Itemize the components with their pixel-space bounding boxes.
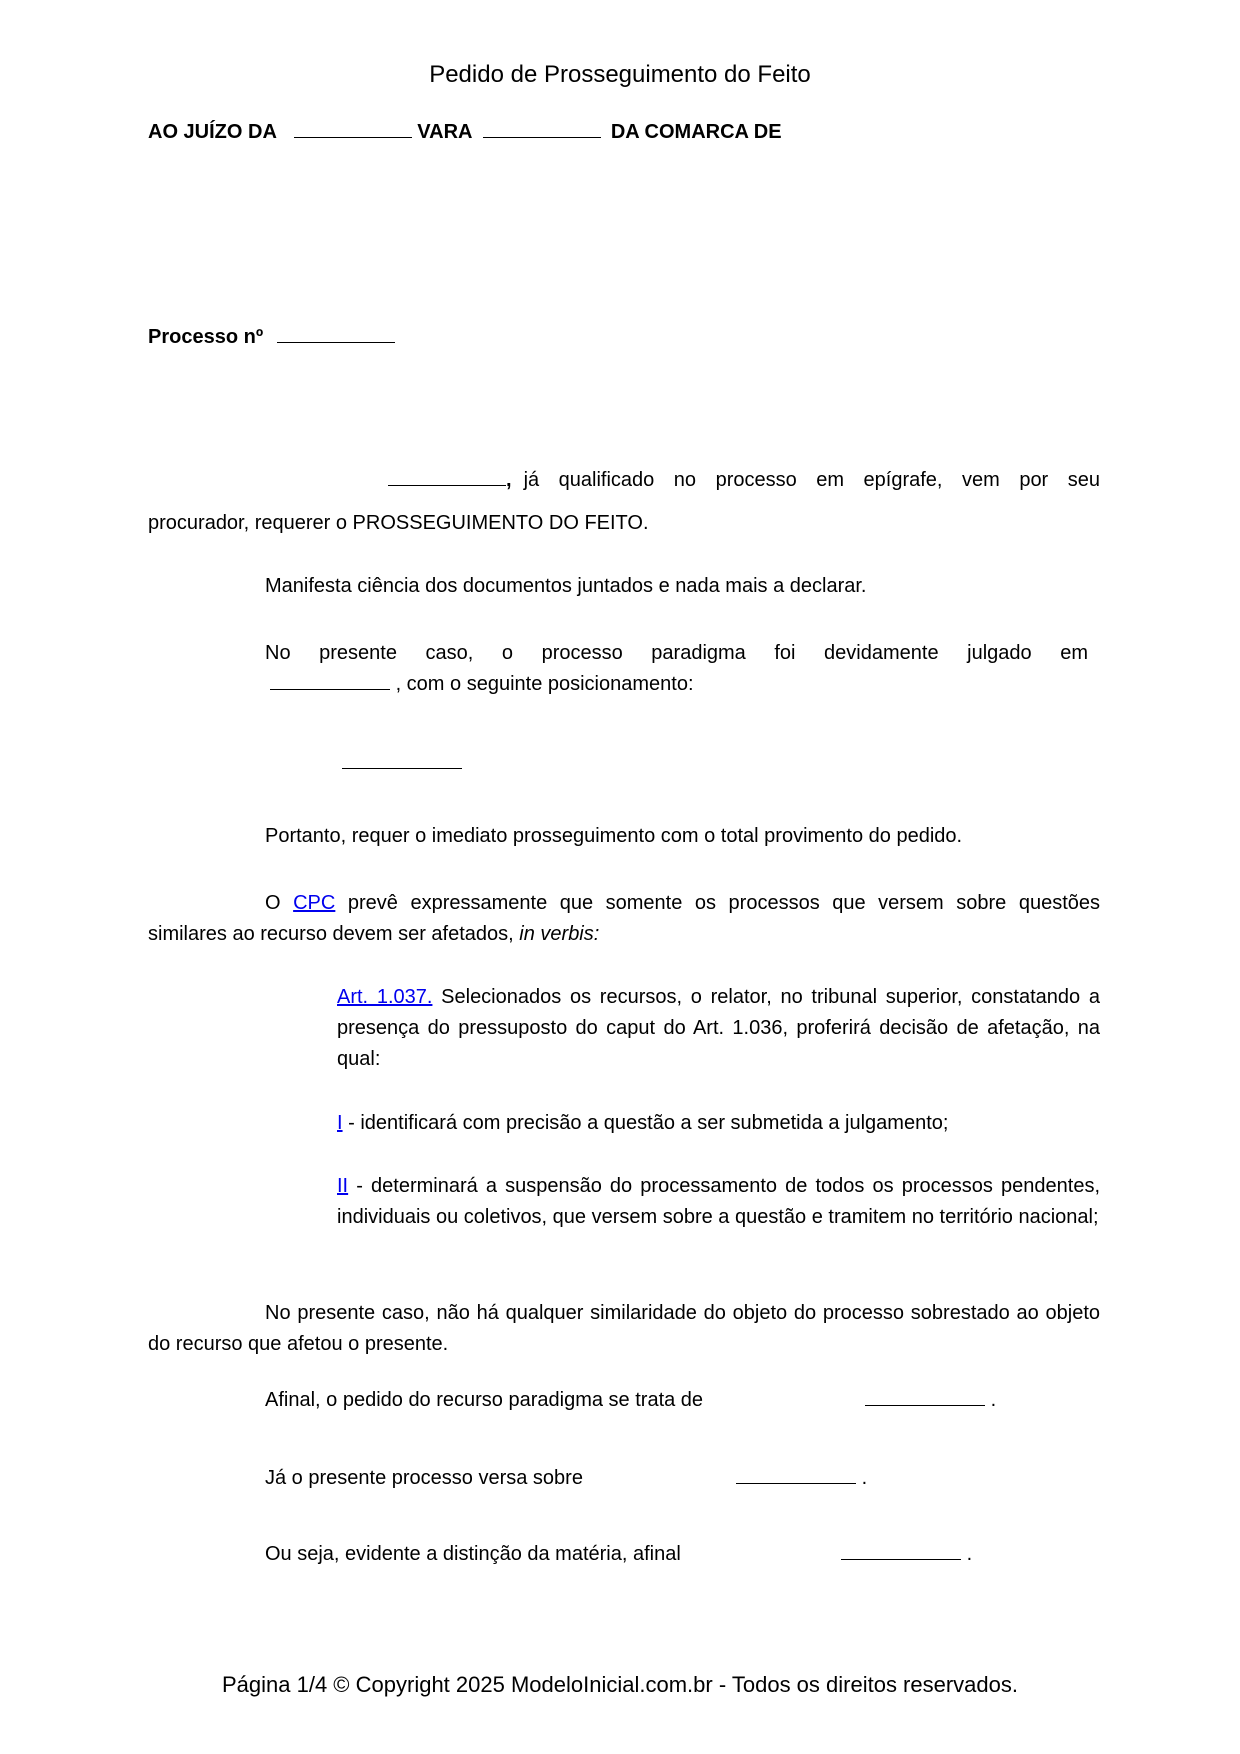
paragraph-distincao: Ou seja, evidente a distinção da matéria, afinal [265,1543,681,1565]
paragraph-presente-processo: Já o presente processo versa sobre [265,1467,583,1489]
header-part-2: VARA [417,121,472,143]
art-1037-link[interactable]: Art. 1.037. [337,986,433,1008]
paragraph-ciencia: Manifesta ciência dos documentos juntados e nada mais a declarar. [265,575,867,597]
header-part-1: AO JUÍZO DA [148,121,277,143]
header-part-3: DA COMARCA DE [610,121,782,143]
blank-vara-number[interactable] [294,121,412,138]
blank-party-name[interactable] [388,469,506,486]
paragraph-qualificacao-line-2: procurador, requerer o PROSSEGUIMENTO DO FEITO. [148,512,649,534]
paragraph-pedido-paradigma-blank: . [865,1389,996,1412]
blank-distincao[interactable] [841,1543,961,1560]
processo-label: Processo nº [148,326,264,348]
quote-inciso-i: I - identificará com precisão a questão a ser submetida a julgamento; [337,1112,949,1134]
processo-line [148,326,395,349]
cpc-link[interactable]: CPC [293,892,336,914]
paragraph-pedido-paradigma: Afinal, o pedido do recurso paradigma se trata de [265,1389,704,1411]
blank-pedido-paradigma[interactable] [865,1389,985,1406]
page-footer: Página 1/4 © Copyright 2025 ModeloInicial.com.br - Todos os direitos reservados. [222,1672,1018,1697]
paragraph-julgamento [265,638,1088,700]
paragraph-distincao-blank: . [841,1543,972,1566]
inciso-ii-link[interactable]: II [337,1175,349,1197]
blank-processo-number[interactable] [277,326,395,343]
paragraph-qualificacao-suffix: já qualificado no processo em epígrafe, vem por seu [523,469,1100,491]
paragraph-presente-processo-blank: . [736,1467,867,1490]
paragraph-similaridade: No presente caso, não há qualquer similaridade do objeto do processo sobrestado ao objeto do recurso que afetou o presente. [148,1302,1100,1355]
paragraph-cpc: O CPC prevê expressamente que somente os processos que versem sobre questões similares ao recurso devem ser afetados, in verbis: [148,892,1100,945]
quote-inciso-ii: II - determinará a suspensão do processamento de todos os processos pendentes, individuais ou coletivos, que versem sobre a questão e tramitem no território nacional; [337,1175,1101,1228]
inciso-i-link[interactable]: I [337,1112,343,1134]
in-verbis-text: in verbis: [519,923,600,945]
blank-vara-type[interactable] [483,121,601,138]
quote-art-1037: Art. 1.037. Selecionados os recursos, o relator, no tribunal superior, constatando a presença do pressuposto do caput do Art. 1.036, proferirá decisão de afetação, na qual: [337,986,1100,1070]
paragraph-julgamento-line-1: No presente caso, o processo paradigma foi devidamente julgado em [265,642,1088,664]
paragraph-prosseguimento: Portanto, requer o imediato prosseguimento com o total provimento do pedido. [265,825,963,847]
paragraph-qualificacao-line-1: , já qualificado no processo em epígrafe, vem por seu [148,465,1100,496]
paragraph-julgamento-line-2: , com o seguinte posicionamento: [265,669,1088,700]
blank-presente-processo[interactable] [736,1467,856,1484]
blank-posicionamento-line [342,752,462,775]
court-header [148,121,782,144]
blank-julgamento-date[interactable] [270,673,390,690]
document-title: Pedido de Prosseguimento do Feito [429,61,811,88]
blank-posicionamento[interactable] [342,752,462,769]
paragraph-qualificacao [148,465,1100,539]
